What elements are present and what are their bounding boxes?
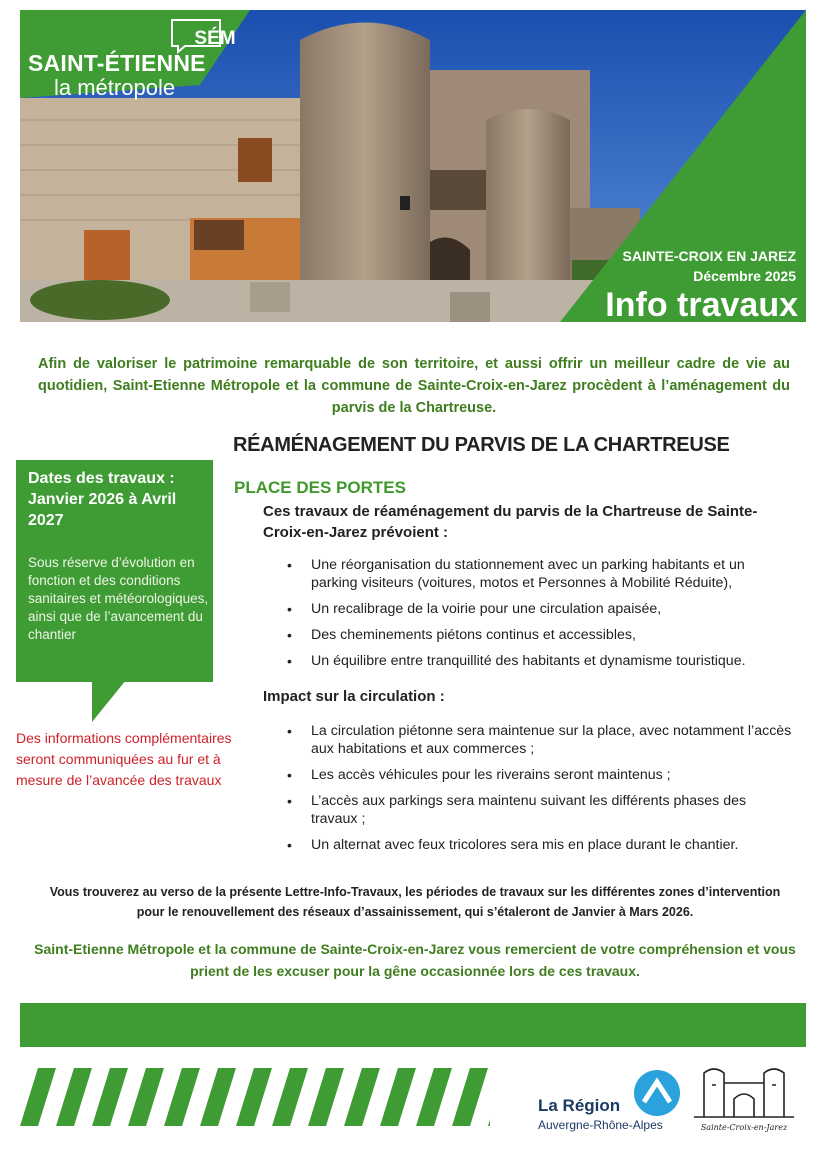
logo-badge: SÉM bbox=[194, 28, 236, 49]
list-item: • L’accès aux parkings sera maintenu suivant les différents phases des travaux ; bbox=[287, 792, 792, 828]
region-sub: Auvergne-Rhône-Alpes bbox=[538, 1118, 663, 1132]
header-banner bbox=[20, 10, 806, 322]
header-date: Décembre 2025 bbox=[693, 268, 796, 284]
header-title: Info travaux bbox=[605, 286, 798, 322]
list-item: • La circulation piétonne sera maintenue sur la place, avec notamment l’accès aux habitations et aux commerces ; bbox=[287, 722, 792, 758]
list-item: • Un équilibre entre tranquillité des habitants et dynamisme touristique. bbox=[287, 652, 792, 670]
info-note: Des informations complémentaires seront communiquées au fur et à mesure de l’avancée des travaux bbox=[16, 730, 232, 788]
works-intro: Ces travaux de réaménagement du parvis de la Chartreuse de Sainte-Croix-en-Jarez prévoient : bbox=[263, 503, 758, 541]
list-item: • Un recalibrage de la voirie pour une circulation apaisée, bbox=[287, 600, 792, 618]
callout-title: Dates des travaux : Janvier 2026 à Avril 2027 bbox=[28, 470, 177, 529]
hazard-stripes bbox=[20, 1068, 490, 1126]
impact-heading: Impact sur la circulation : bbox=[263, 688, 445, 705]
region-logo bbox=[534, 1068, 684, 1138]
impact-list bbox=[287, 722, 792, 862]
castle-icon bbox=[688, 1055, 800, 1123]
verso-paragraph: Vous trouverez au verso de la présente Lettre-Info-Travaux, les périodes de travaux sur les différentes zones d’intervention pour le renouvellement des réseaux d’assainissement, qui s’étaleront de Janvier à Mars 2026. bbox=[49, 885, 781, 919]
logo-line2: la métropole bbox=[54, 75, 176, 100]
callout-note: Sous réserve d’évolution en fonction et des conditions sanitaires et météorologiques, ainsi que de l’avancement du chantier bbox=[28, 555, 209, 642]
green-band bbox=[20, 1003, 806, 1047]
intro-paragraph: Afin de valoriser le patrimoine remarquable de son territoire, et aussi offrir un meilleur cadre de vie au quotidien, Saint-Etienne Métropole et la commune de Sainte-Croix-en-Jarez procèdent à l’aménagement du parvis de la Chartreuse. bbox=[38, 356, 790, 416]
logo-line1: SAINT-ÉTIENNE bbox=[28, 50, 206, 76]
sub-heading: PLACE DES PORTES bbox=[234, 478, 406, 497]
commune-logo bbox=[688, 1055, 800, 1140]
callout-tail bbox=[92, 680, 126, 722]
works-list bbox=[287, 556, 792, 678]
commune-name: Sainte-Croix-en-Jarez bbox=[700, 1123, 788, 1132]
dates-callout bbox=[16, 460, 213, 682]
main-heading: RÉAMÉNAGEMENT DU PARVIS DE LA CHARTREUSE bbox=[233, 434, 730, 456]
thanks-paragraph: Saint-Etienne Métropole et la commune de Sainte-Croix-en-Jarez vous remercient de votre compréhension et vous prient de les excuser pour la gêne occasionnée lors de ces travaux. bbox=[34, 941, 796, 979]
header-place: SAINTE-CROIX EN JAREZ bbox=[622, 248, 796, 264]
list-item: • Un alternat avec feux tricolores sera mis en place durant le chantier. bbox=[287, 836, 792, 854]
list-item: • Une réorganisation du stationnement avec un parking habitants et un parking visiteurs (voitures, motos et Personnes à Mobilité Réduite), bbox=[287, 556, 792, 592]
list-item: • Des cheminements piétons continus et accessibles, bbox=[287, 626, 792, 644]
region-name: La Région bbox=[538, 1096, 621, 1115]
region-emblem-icon bbox=[632, 1068, 682, 1118]
list-item: • Les accès véhicules pour les riverains seront maintenus ; bbox=[287, 766, 792, 784]
